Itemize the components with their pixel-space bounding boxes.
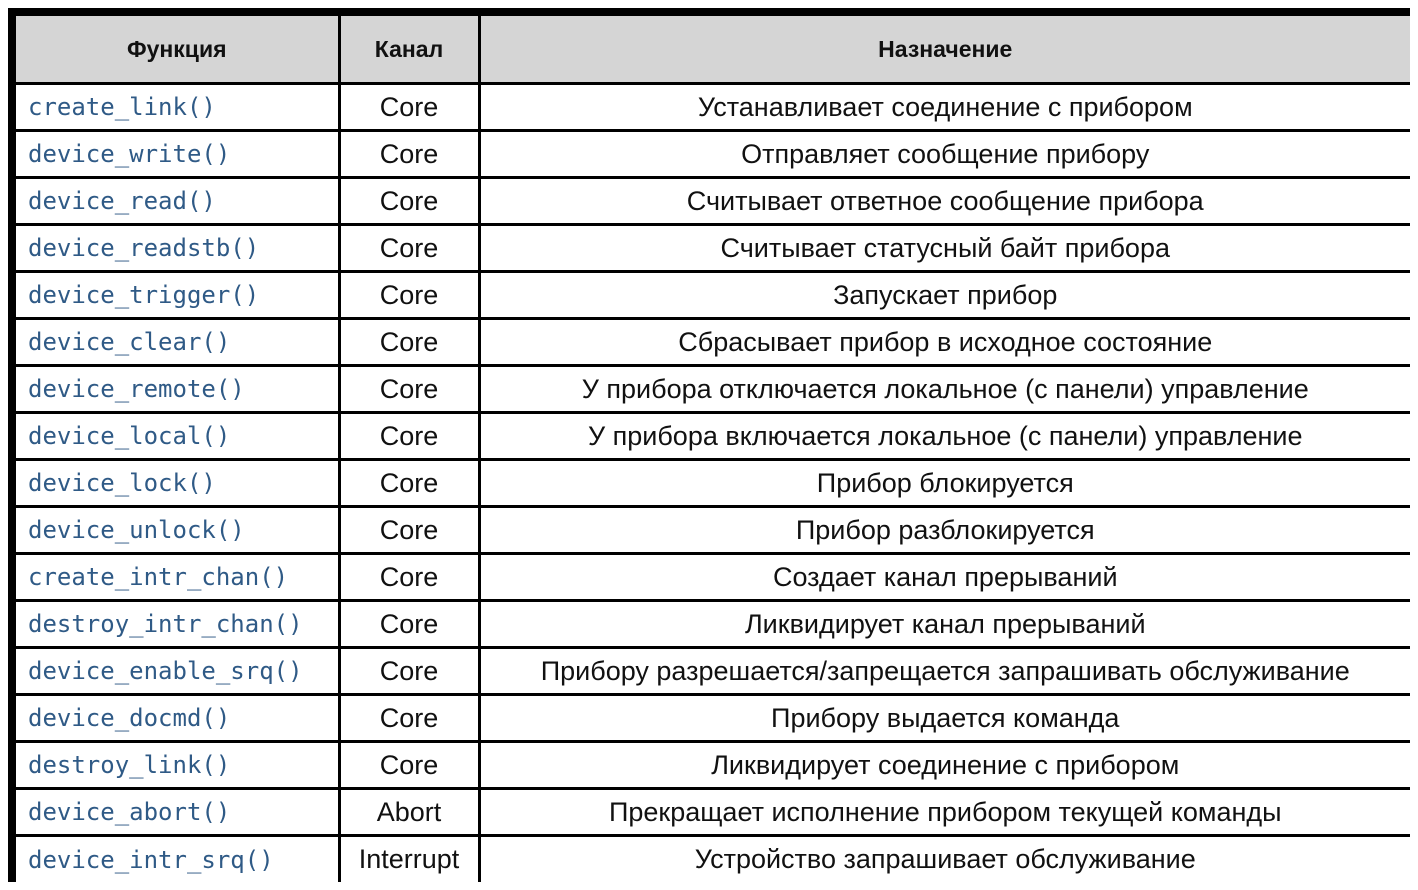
function-name-cell: destroy_link() xyxy=(16,742,339,789)
table-row xyxy=(16,272,1410,319)
table-row xyxy=(16,554,1410,601)
purpose-cell: Отправляет сообщение прибору xyxy=(479,131,1410,178)
function-name-cell: device_abort() xyxy=(16,789,339,836)
table-frame xyxy=(8,8,1410,882)
purpose-cell: Устройство запрашивает обслуживание xyxy=(479,836,1410,883)
purpose-cell: Прибору разрешается/запрещается запрашивать обслуживание xyxy=(479,648,1410,695)
function-name-cell: device_unlock() xyxy=(16,507,339,554)
table-row xyxy=(16,460,1410,507)
functions-table xyxy=(16,16,1410,882)
header-purpose: Назначение xyxy=(479,16,1410,84)
channel-cell: Abort xyxy=(339,789,479,836)
header-function: Функция xyxy=(16,16,339,84)
function-name-cell: device_write() xyxy=(16,131,339,178)
function-name-cell: device_enable_srq() xyxy=(16,648,339,695)
function-name-cell: device_remote() xyxy=(16,366,339,413)
channel-cell: Core xyxy=(339,648,479,695)
table-body xyxy=(16,84,1410,883)
purpose-cell: Ликвидирует соединение с прибором xyxy=(479,742,1410,789)
table-row xyxy=(16,366,1410,413)
function-name-cell: create_link() xyxy=(16,84,339,131)
purpose-cell: Запускает прибор xyxy=(479,272,1410,319)
table-row xyxy=(16,84,1410,131)
channel-cell: Core xyxy=(339,507,479,554)
purpose-cell: Сбрасывает прибор в исходное состояние xyxy=(479,319,1410,366)
header-channel: Канал xyxy=(339,16,479,84)
table-row xyxy=(16,319,1410,366)
purpose-cell: Прекращает исполнение прибором текущей команды xyxy=(479,789,1410,836)
function-name-cell: device_docmd() xyxy=(16,695,339,742)
table-row xyxy=(16,601,1410,648)
table-row xyxy=(16,836,1410,883)
table-header-row xyxy=(16,16,1410,84)
function-name-cell: destroy_intr_chan() xyxy=(16,601,339,648)
channel-cell: Core xyxy=(339,742,479,789)
table-row xyxy=(16,178,1410,225)
function-name-cell: device_trigger() xyxy=(16,272,339,319)
purpose-cell: У прибора включается локальное (с панели) управление xyxy=(479,413,1410,460)
function-name-cell: device_readstb() xyxy=(16,225,339,272)
table-row xyxy=(16,413,1410,460)
channel-cell: Core xyxy=(339,131,479,178)
channel-cell: Core xyxy=(339,366,479,413)
purpose-cell: Прибор блокируется xyxy=(479,460,1410,507)
purpose-cell: Считывает статусный байт прибора xyxy=(479,225,1410,272)
channel-cell: Core xyxy=(339,554,479,601)
channel-cell: Core xyxy=(339,601,479,648)
table-row xyxy=(16,225,1410,272)
purpose-cell: У прибора отключается локальное (с панели) управление xyxy=(479,366,1410,413)
channel-cell: Core xyxy=(339,695,479,742)
purpose-cell: Устанавливает соединение с прибором xyxy=(479,84,1410,131)
table-row xyxy=(16,789,1410,836)
table-row xyxy=(16,742,1410,789)
channel-cell: Core xyxy=(339,460,479,507)
purpose-cell: Прибор разблокируется xyxy=(479,507,1410,554)
channel-cell: Core xyxy=(339,413,479,460)
channel-cell: Core xyxy=(339,225,479,272)
channel-cell: Interrupt xyxy=(339,836,479,883)
function-name-cell: device_local() xyxy=(16,413,339,460)
function-name-cell: device_read() xyxy=(16,178,339,225)
function-name-cell: device_intr_srq() xyxy=(16,836,339,883)
function-name-cell: device_lock() xyxy=(16,460,339,507)
table-row xyxy=(16,131,1410,178)
channel-cell: Core xyxy=(339,319,479,366)
table-row xyxy=(16,507,1410,554)
channel-cell: Core xyxy=(339,272,479,319)
purpose-cell: Прибору выдается команда xyxy=(479,695,1410,742)
purpose-cell: Ликвидирует канал прерываний xyxy=(479,601,1410,648)
function-name-cell: create_intr_chan() xyxy=(16,554,339,601)
table-row xyxy=(16,695,1410,742)
purpose-cell: Считывает ответное сообщение прибора xyxy=(479,178,1410,225)
purpose-cell: Создает канал прерываний xyxy=(479,554,1410,601)
channel-cell: Core xyxy=(339,178,479,225)
function-name-cell: device_clear() xyxy=(16,319,339,366)
channel-cell: Core xyxy=(339,84,479,131)
table-row xyxy=(16,648,1410,695)
